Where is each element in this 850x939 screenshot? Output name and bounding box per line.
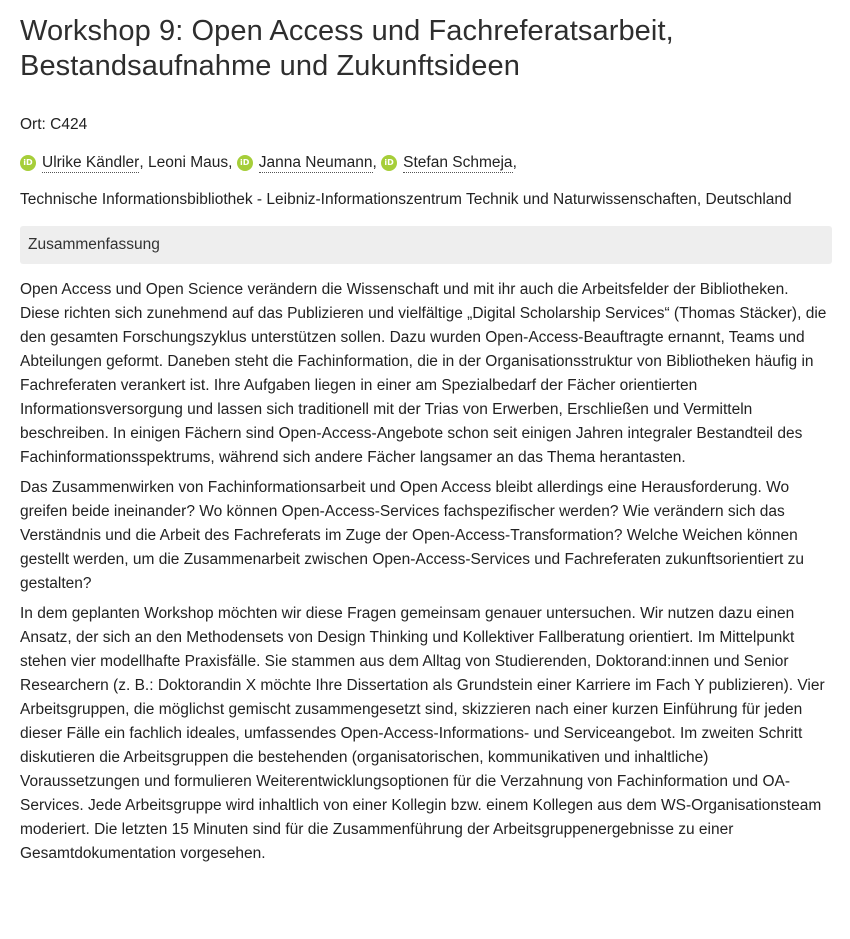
abstract-paragraph-2: Das Zusammenwirken von Fachinformationsarbeit und Open Access bleibt allerdings eine Herausforderung. Wo greifen beide ineinander? Wo können Open-Access-Services fachspezifischer werden? Wie verändern sich das Verständnis und die Arbeit des Fachreferats im Zuge der Open-Access-Transformation? Welche Weichen können gestellt werden, um die Zusammenarbeit zwischen Open-Access-Services und Fachreferaten zukunftsorientiert zu gestalten? xyxy=(20,479,804,592)
author-1 xyxy=(20,152,148,174)
author-link-neumann[interactable]: Janna Neumann xyxy=(258,153,373,171)
location: Ort: C424 xyxy=(20,116,88,133)
orcid-icon[interactable]: iD xyxy=(20,155,36,171)
abstract-header: Zusammenfassung xyxy=(20,226,832,264)
abstract-body xyxy=(20,278,832,866)
affiliation: Technische Informationsbibliothek - Leibniz-Informationszentrum Technik und Naturwissenschaften, Deutschland xyxy=(20,191,792,208)
author-name-maus: Leoni Maus xyxy=(147,154,229,171)
author-separator: , xyxy=(228,154,237,171)
author-link-kaendler[interactable]: Ulrike Kändler xyxy=(42,153,140,171)
abstract-paragraph-1: Open Access und Open Science verändern die Wissenschaft und mit ihr auch die Arbeitsfelder der Bibliotheken. Diese richten sich zunehmend auf das Publizieren und vielfältige „Digital Scholarship Services“ (Thomas Stäcker), die den gesamten Forschungszyklus unterstützen sollen. Dazu wurden Open-Access-Beauftragte ernannt, Teams und Abteilungen geformt. Daneben steht die Fachinformation, die in der Organisationsstruktur von Bibliotheken häufig in Fachreferaten verankert ist. Ihre Aufgaben liegen in einer am Spezialbedarf der Fächer orientierten Informationsversorgung und lassen sich traditionell mit der Trias von Erwerben, Erschließen und Vermitteln beschreiben. In einigen Fächern sind Open-Access-Angebote schon seit einigen Jahren integraler Bestandteil des Fachinformationsspektrums, während sich andere Fächer langsamer an das Thema herantasten. xyxy=(20,281,827,466)
author-separator: , xyxy=(372,154,382,171)
author-4 xyxy=(381,152,517,174)
abstract-paragraph-3: In dem geplanten Workshop möchten wir diese Fragen gemeinsam genauer untersuchen. Wir nutzen dazu einen Ansatz, der sich an den Methodensets von Design Thinking und Kollektiver Fallberatung orientiert. Im Mittelpunkt stehen vier modellhafte Praxisfälle. Sie stammen aus dem Alltag von Studierenden, Doktorand:innen und Senior Researchern (z. B.: Doktorandin X möchte Ihre Dissertation als Grundstein einer Karriere im Fach Y publizieren). Vier Arbeitsgruppen, die möglichst gemischt zusammengesetzt sind, skizzieren nach einer kurzen Einführung für jeden dieser Fälle ein fachlich ideales, umfassendes Open-Access-Informations- und Serviceangebot. Im zweiten Schritt diskutieren die Arbeitsgruppen die bestehenden (organisatorischen, kommunikativen und inhaltliche) Voraussetzungen und formulieren Weiterentwicklungsoptionen für die Verzahnung von Fachinformation und OA-Services. Jede Arbeitsgruppe wird inhaltlich von einer Kollegin bzw. einem Kollegen aus dem WS-Organisationsteam moderiert. Die letzten 15 Minuten sind für die Zusammenführung der Arbeitsgruppenergebnisse zu einer Gesamtdokumentation vorgesehen. xyxy=(20,605,825,862)
author-list xyxy=(20,152,832,174)
author-link-schmeja[interactable]: Stefan Schmeja xyxy=(403,153,513,171)
orcid-icon[interactable]: iD xyxy=(237,155,253,171)
author-2 xyxy=(148,152,237,174)
author-separator: , xyxy=(512,154,517,171)
author-3 xyxy=(237,152,381,174)
author-separator: , xyxy=(139,154,148,171)
page-title: Workshop 9: Open Access und Fachreferatsarbeit, Bestandsaufnahme und Zukunftsideen xyxy=(20,15,674,82)
orcid-icon[interactable]: iD xyxy=(381,155,397,171)
